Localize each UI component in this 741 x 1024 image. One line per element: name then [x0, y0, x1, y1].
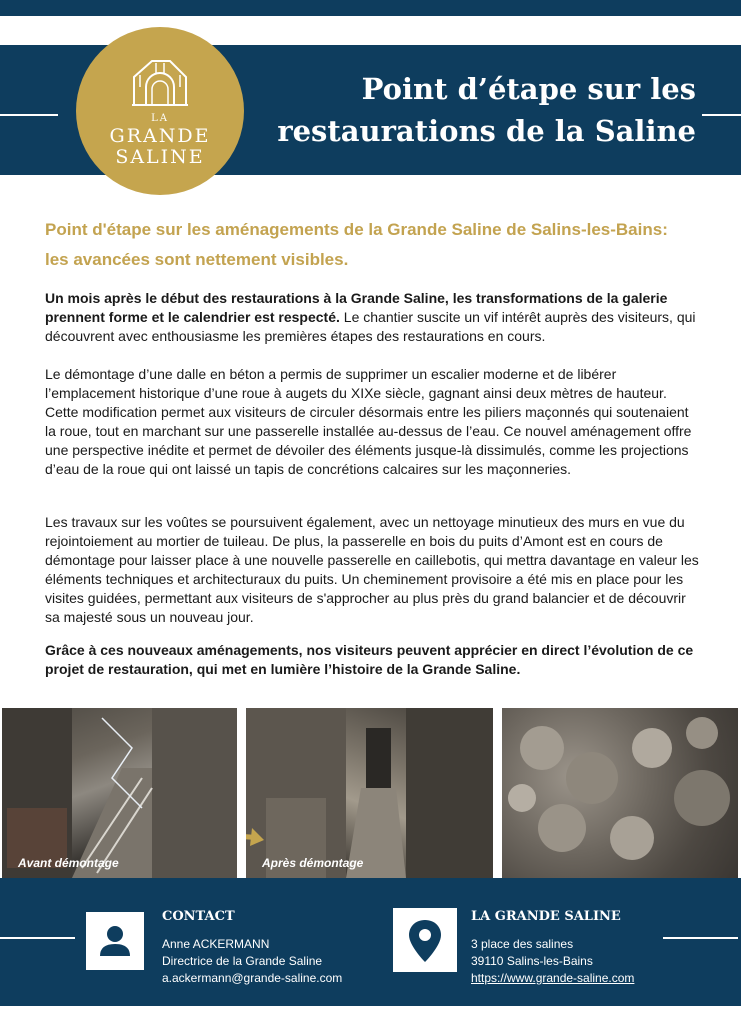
contact-name: Anne ACKERMANN [162, 937, 270, 951]
photo-limestone-concretions [502, 708, 738, 878]
paragraph-1 [45, 289, 700, 346]
page-title [270, 68, 696, 152]
header-divider-right [702, 114, 741, 116]
contact-icon-box [86, 912, 144, 970]
contact-email[interactable]: a.ackermann@grande-saline.com [162, 971, 343, 985]
header-divider-left [0, 114, 58, 116]
concretion-texture [502, 708, 738, 878]
contact-details [162, 936, 342, 987]
paragraph-3: Les travaux sur les voûtes se poursuivent également, avec un nettoyage minutieux des murs en vue du rejointoiement au mortier de tuileau. De plus, la passerelle en bois du puits d’Amont est en cours de démontage pour laisser place à une nouvelle passerelle en caillebotis, qui mettra davantage en valeur les éléments techniques et architecturaux du puits. Un cheminement provisoire a été mis en place pour les visites guidées, permettant aux visiteurs de s'approcher au plus près du grand balancier et de découvrir sa majesté sous un nouveau jour. [45, 514, 699, 625]
paragraph-1-rest: Le chantier suscite un vif intérêt auprès des visiteurs, qui découvrent avec enthousiasme les premières étapes des restaurations en cours. [45, 309, 696, 344]
location-address-2: 39110 Salins-les-Bains [471, 954, 593, 968]
top-strip [0, 0, 741, 16]
logo-la: LA [151, 113, 169, 124]
caption-before: Avant démontage [18, 856, 119, 870]
title-line-1: Point d’étape sur les [361, 72, 696, 106]
logo-grande: GRANDE [109, 125, 211, 147]
location-details [471, 936, 634, 987]
location-address-1: 3 place des salines [471, 937, 574, 951]
caption-after: Après démontage [262, 856, 364, 870]
paragraph-1-bold: Un mois après le début des restaurations à la Grande Saline, les transformations de la galerie prennent forme et le calendrier est respecté. [45, 290, 668, 325]
intro-heading: Point d'étape sur les aménagements de la Grande Saline de Salins-les-Bains: les avancées sont nettement visibles. [45, 220, 668, 269]
title-line-2: restaurations de la Saline [277, 114, 696, 148]
logo-saline: SALINE [115, 146, 205, 168]
stairs-illustration [2, 708, 237, 878]
paragraph-4: Grâce à ces nouveaux aménagements, nos visiteurs peuvent apprécier en direct l’évolution de ce projet de restauration, qui met en lumière l’histoire de la Grande Saline. [45, 642, 694, 677]
website-link[interactable]: https://www.grande-saline.com [471, 971, 635, 985]
contact-heading: CONTACT [162, 909, 235, 924]
footer-divider-left [0, 937, 75, 939]
paragraph-2: Le démontage d’une dalle en béton a permis de supprimer un escalier moderne et de libérer l’emplacement historique d’une roue à augets du XIXe siècle, gagnant ainsi deux mètres de hauteur. Cette modification permet aux visiteurs de circuler désormais entre les piliers maçonnés qui soutenaient la roue, tout en marchant sur une passerelle installée au-dessus de l’eau. Ce nouvel aménagement offre une perspective inédite et permet de dévoiler des éléments jusque-là dissimulés, comme les projections d’eau de la roue qui ont laissé un tapis de concrétions calcaires sur les maçonneries. [45, 366, 692, 477]
grande-saline-logo [76, 27, 244, 195]
person-icon [86, 912, 144, 970]
photo-before-dismantling [2, 708, 237, 878]
location-heading: LA GRANDE SALINE [471, 909, 621, 924]
saline-building-icon [130, 55, 190, 110]
contact-role: Directrice de la Grande Saline [162, 954, 323, 968]
gallery-illustration [246, 708, 493, 878]
map-pin-icon [393, 908, 457, 972]
photo-after-dismantling [246, 708, 493, 878]
location-icon-box [393, 908, 457, 972]
footer-divider-right [663, 937, 738, 939]
